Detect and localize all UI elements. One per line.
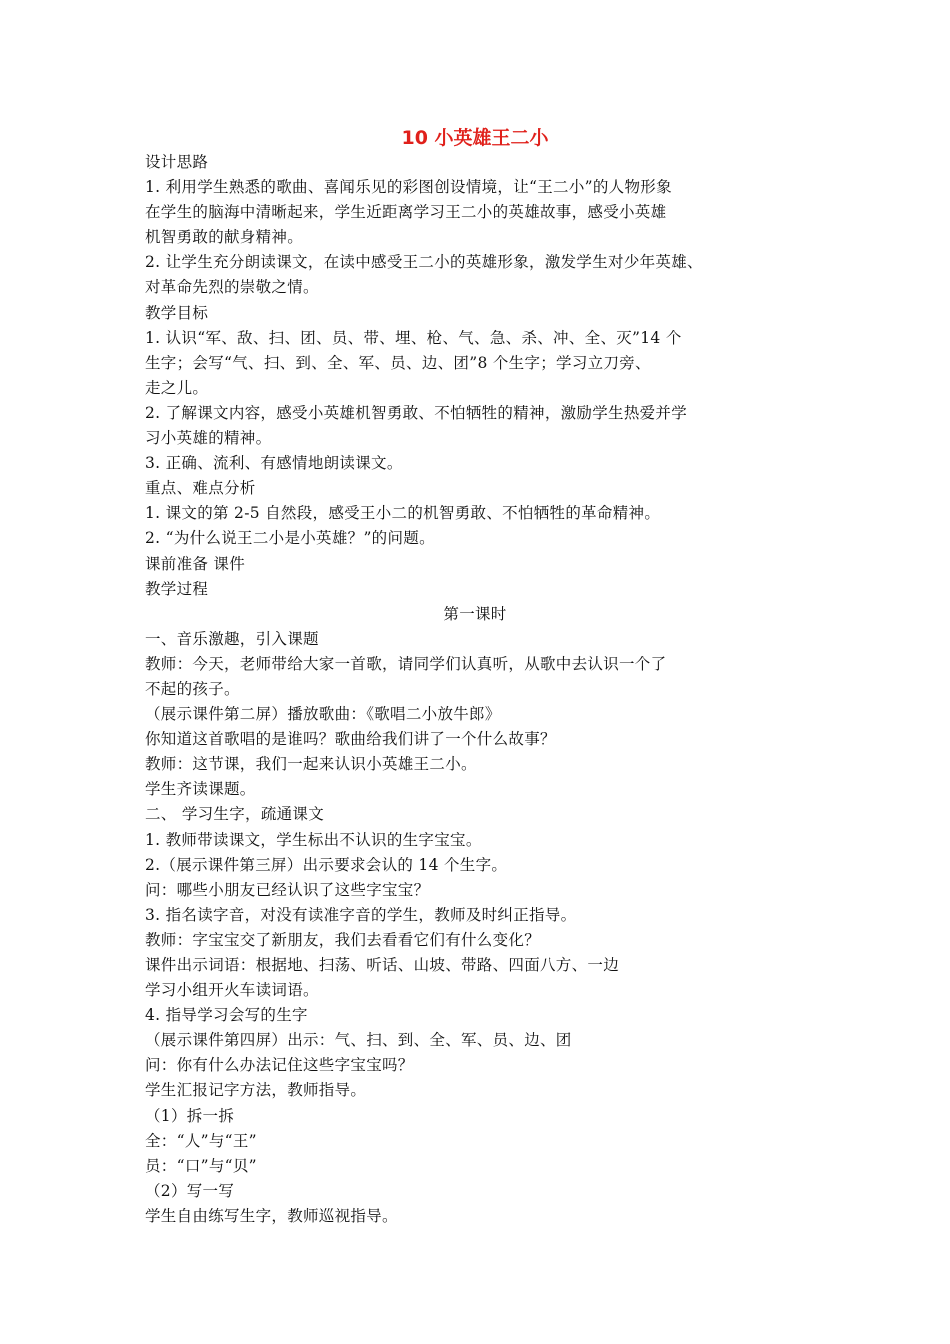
paragraph-line: 习小英雄的精神。 [145, 429, 272, 448]
paragraph-line: 问：哪些小朋友已经认识了这些字宝宝？ [145, 880, 430, 899]
paragraph-line: 课件出示词语：根据地、扫荡、听话、山坡、带路、四面八方、一边 [145, 956, 620, 974]
section-heading: 二、 学习生字，疏通课文 [145, 805, 325, 824]
lesson-heading: 第一课时 [443, 604, 507, 623]
paragraph-line: 1. 课文的第 2-5 自然段，感受王小二的机智勇敢、不怕牺牲的革命精神。 [145, 504, 661, 523]
paragraph-line: 员：“口”与“贝” [145, 1156, 257, 1175]
section-heading: 一、音乐激趣，引入课题 [145, 629, 319, 648]
paragraph-line: 1. 教师带读课文，学生标出不认识的生字宝宝。 [145, 830, 482, 849]
section-heading: 教学目标 [145, 303, 209, 322]
paragraph-line: 学生汇报记字方法，教师指导。 [145, 1081, 367, 1100]
paragraph-line: 机智勇敢的献身精神。 [145, 228, 304, 247]
paragraph-line: 教师：这节课，我们一起来认识小英雄王二小。 [145, 755, 477, 774]
section-heading: 设计思路 [145, 153, 209, 171]
paragraph-line: 生字；会写“气、扫、到、全、军、员、边、团”8 个生字；学习立刀旁、 [145, 353, 651, 372]
paragraph-line: （1）拆一拆 [145, 1106, 235, 1125]
paragraph-line: 学生齐读课题。 [145, 780, 256, 799]
paragraph-line: 走之儿。 [145, 378, 209, 397]
paragraph-line: 在学生的脑海中清晰起来，学生近距离学习王二小的英雄故事，感受小英雄 [145, 203, 667, 222]
paragraph-line: 3. 指名读字音，对没有读准字音的学生，教师及时纠正指导。 [145, 905, 577, 924]
paragraph-line: （展示课件第二屏）播放歌曲：《歌唱二小放牛郎》 [145, 705, 501, 724]
paragraph-line: （2）写一写 [145, 1181, 235, 1200]
paragraph-line: 你知道这首歌唱的是谁吗？歌曲给我们讲了一个什么故事？ [145, 730, 556, 749]
paragraph-line: 2. 了解课文内容，感受小英雄机智勇敢、不怕牺牲的精神，激励学生热爱并学 [145, 403, 688, 422]
document-body [145, 150, 765, 1229]
paragraph-line: 全：“人”与“王” [145, 1131, 257, 1150]
section-heading: 课前准备 课件 [145, 554, 246, 573]
section-heading: 重点、难点分析 [145, 479, 256, 498]
paragraph-line: 问：你有什么办法记住这些字宝宝吗？ [145, 1056, 414, 1075]
paragraph-line: 学生自由练写生字，教师巡视指导。 [145, 1206, 398, 1225]
paragraph-line: （展示课件第四屏）出示：气、扫、到、全、军、员、边、团 [145, 1031, 572, 1050]
paragraph-line: 不起的孩子。 [145, 679, 240, 698]
paragraph-line: 对革命先烈的崇敬之情。 [145, 278, 319, 297]
paragraph-line: 1. 利用学生熟悉的歌曲、喜闻乐见的彩图创设情境，让“王二小”的人物形象 [145, 178, 672, 197]
section-heading: 教学过程 [145, 579, 209, 598]
paragraph-line: 教师：今天，老师带给大家一首歌，请同学们认真听，从歌中去认识一个了 [145, 654, 667, 673]
paragraph-line: 2. “为什么说王二小是小英雄？”的问题。 [145, 529, 435, 548]
paragraph-line: 2. 让学生充分朗读课文，在读中感受王二小的英雄形象，激发学生对少年英雄、 [145, 253, 703, 272]
paragraph-line: 教师：字宝宝交了新朋友，我们去看看它们有什么变化？ [145, 930, 541, 949]
paragraph-line: 4. 指导学习会写的生字 [145, 1006, 308, 1025]
paragraph-line: 2.（展示课件第三屏）出示要求会认的 14 个生字。 [145, 855, 508, 874]
paragraph-line: 学习小组开火车读词语。 [145, 981, 319, 1000]
paragraph-line: 1. 认识“军、敌、扫、团、员、带、埋、枪、气、急、杀、冲、全、灭”14 个 [145, 328, 682, 347]
paragraph-line: 3. 正确、流利、有感情地朗读课文。 [145, 454, 403, 473]
document-title: 10 小英雄王二小 [401, 127, 549, 149]
